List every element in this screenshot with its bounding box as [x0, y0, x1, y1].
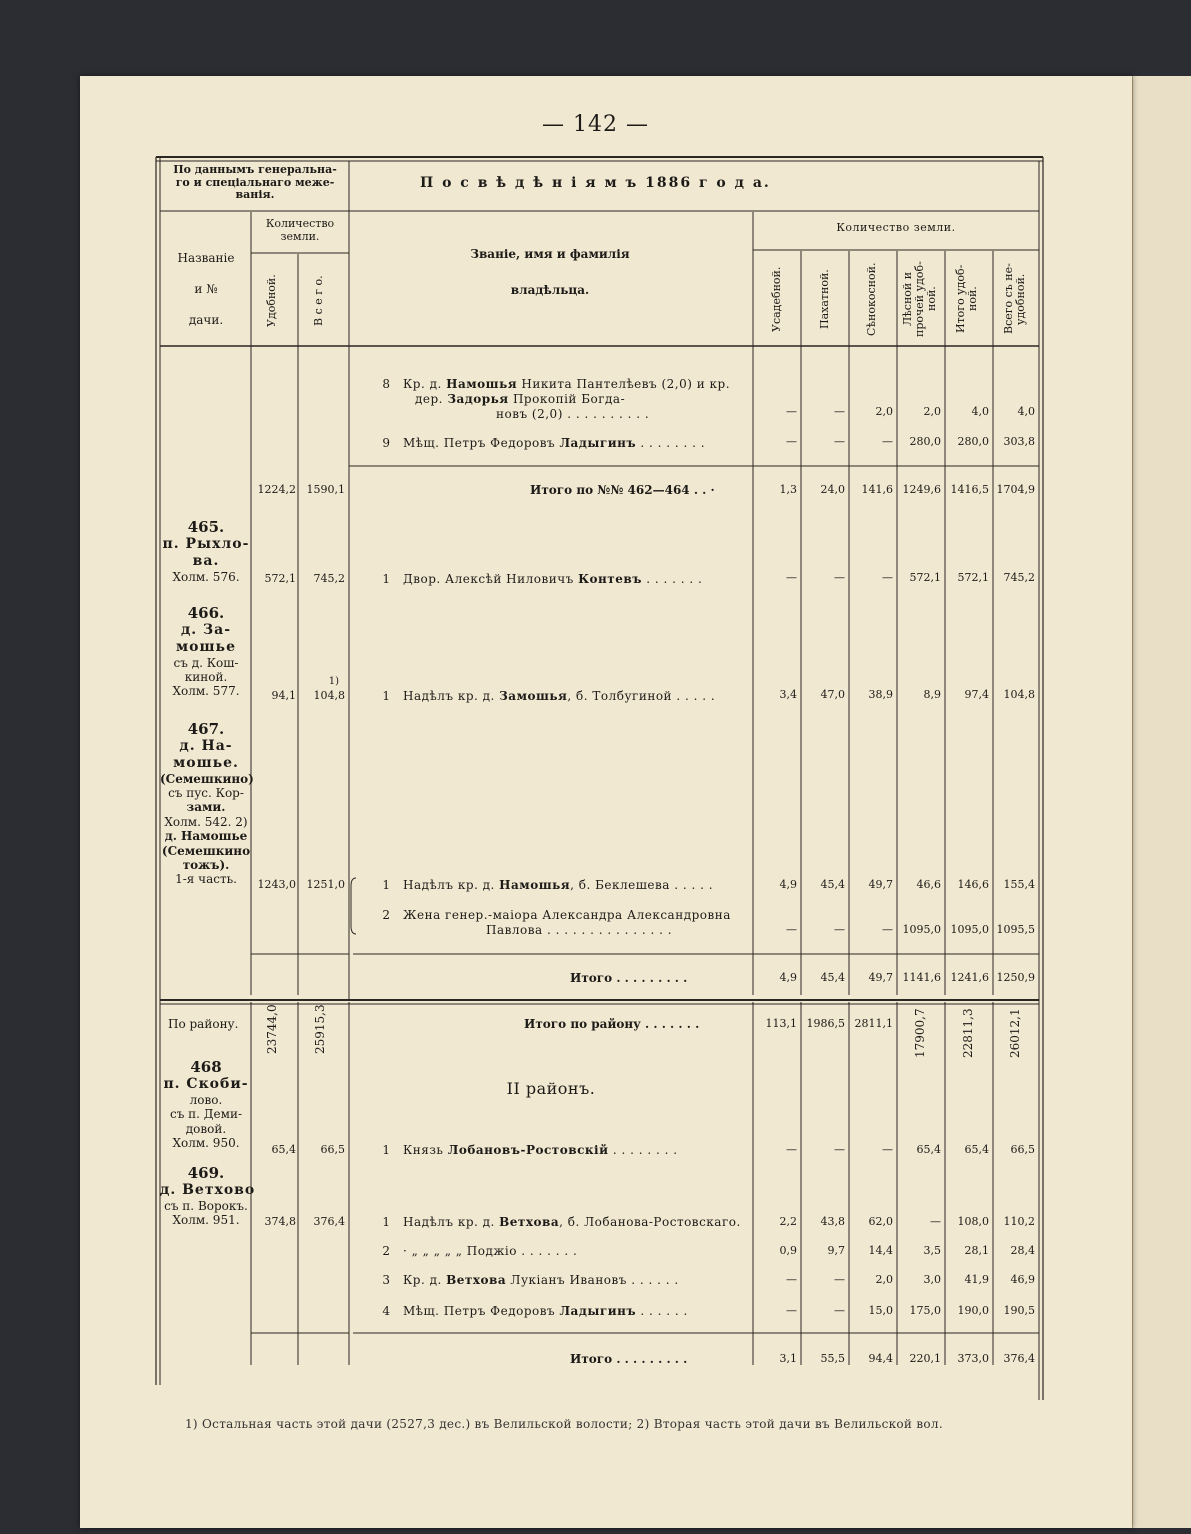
- vsego-value: 745,2: [313, 572, 345, 585]
- pakhatnoy-value: —: [834, 1143, 845, 1156]
- owner-text: . . . . . .: [636, 1304, 688, 1318]
- itogo-udob-value: 41,9: [964, 1273, 989, 1286]
- owner-bold: Замошья: [499, 689, 568, 703]
- usadebnoy-value: —: [786, 1273, 797, 1286]
- dacha-sub: съ пус. Кор-: [168, 785, 244, 800]
- vsego-value: 155,4: [1003, 878, 1035, 891]
- row-owner: новъ (2,0) . . . . . . . . . .: [496, 407, 650, 421]
- dacha-number: 467.: [187, 720, 225, 738]
- usadebnoy-value: —: [786, 571, 797, 584]
- vsego-value: 190,5: [1003, 1304, 1035, 1317]
- udobnoy-value: 1243,0: [257, 878, 296, 891]
- header-general-line: ванія.: [235, 188, 275, 202]
- row-number: 2: [382, 908, 390, 922]
- dacha-holm: Холм. 576.: [172, 569, 240, 584]
- udobnoy-value: 65,4: [271, 1143, 296, 1156]
- row-number: 1: [382, 878, 390, 892]
- header-vsego: В с е г о.: [312, 275, 325, 327]
- header-general-line: По даннымъ генеральна-: [173, 163, 337, 176]
- lesnoy-value: 1249,6: [902, 483, 941, 496]
- dacha-467: [160, 720, 252, 887]
- pakhatnoy-value: —: [834, 1273, 845, 1286]
- senokosnoy-value: 141,6: [861, 483, 893, 496]
- owner-bold: Ладыгинъ: [559, 436, 637, 450]
- pakhatnoy-value: —: [834, 923, 845, 936]
- dacha-sub: зами.: [186, 800, 226, 815]
- pakhatnoy-value: 45,4: [820, 971, 845, 984]
- lesnoy-value: 280,0: [909, 435, 941, 448]
- senokosnoy-value: 62,0: [868, 1215, 893, 1228]
- header-usadebnoy: Усадебной.: [770, 266, 783, 332]
- dacha-sub: 1-я часть.: [175, 872, 237, 887]
- header-kol-zemli-2: Количество земли.: [836, 221, 956, 234]
- senokosnoy-value: 49,7: [868, 878, 893, 891]
- itogo-udob-value: 280,0: [957, 435, 989, 448]
- usadebnoy-value: —: [786, 405, 797, 418]
- owner-bold: Ветхова: [446, 1273, 507, 1287]
- vsego-value: 66,5: [1010, 1143, 1035, 1156]
- senokosnoy-value: —: [882, 923, 893, 936]
- pakhatnoy-value: —: [834, 571, 845, 584]
- dacha-465: [162, 518, 250, 584]
- header-name-col-line: и №: [194, 282, 218, 297]
- dacha-name: д. На-: [179, 738, 233, 754]
- itogo-udob-value: 190,0: [957, 1304, 989, 1317]
- owner-bold: Намошья: [499, 878, 571, 892]
- owner-text: Никита Пантелѣевъ (2,0) и кр.: [517, 377, 731, 391]
- owner-bold: Ладыгинъ: [559, 1304, 637, 1318]
- pakhatnoy-value: —: [834, 1304, 845, 1317]
- lesnoy-value: 65,4: [916, 1143, 941, 1156]
- header-vsego-neud: [1003, 258, 1027, 340]
- owner-bold: Лобановъ-Ростовскій: [447, 1143, 609, 1157]
- lesnoy-value: 572,1: [909, 571, 941, 584]
- dacha-number: 469.: [187, 1164, 225, 1182]
- usadebnoy-value: —: [786, 1143, 797, 1156]
- header-vsego-neud-line: удобной.: [1014, 273, 1028, 325]
- itogo-udob-value: 572,1: [957, 571, 989, 584]
- header-itogo-udob: [955, 258, 979, 340]
- owner-text: Надѣлъ кр. д.: [403, 878, 500, 892]
- owner-text: , б. Лобанова-Ростовскаго.: [559, 1215, 741, 1229]
- row-owner: [403, 573, 702, 587]
- header-lesnoy-line: ной.: [925, 286, 939, 312]
- dacha-sub: (Семешкино): [160, 771, 254, 786]
- footnote: 1) Остальная часть этой дачи (2527,3 дес.) въ Велильской волости; 2) Вторая часть этой дачи въ Велильской вол.: [185, 1417, 943, 1431]
- usadebnoy-value: 3,1: [779, 1352, 797, 1365]
- header-pakhatnoy: Пахатной.: [818, 269, 831, 329]
- owner-text: , б. Толбугиной . . . . .: [567, 689, 716, 703]
- lesnoy-value: 1095,0: [902, 923, 941, 936]
- row-number: 8: [382, 377, 390, 391]
- itogo-udob-value: 97,4: [964, 688, 989, 701]
- owner-text: Князь: [403, 1143, 448, 1157]
- dacha-466: [162, 604, 250, 699]
- vsego-value: 46,9: [1010, 1273, 1035, 1286]
- pakhatnoy-value: —: [834, 405, 845, 418]
- dacha-468: [162, 1058, 250, 1150]
- owner-text: . . . . . . .: [641, 572, 703, 586]
- dacha-sub: киной.: [184, 669, 228, 684]
- header-kol-zemli-line: земли.: [280, 229, 320, 243]
- rayon-label: По району.: [168, 1017, 239, 1031]
- dacha-number: 465.: [187, 518, 225, 536]
- dacha-name: мошье: [176, 638, 236, 655]
- usadebnoy-value: 113,1: [765, 1017, 797, 1030]
- owner-text: Прокопій Богда-: [508, 392, 626, 406]
- itogo-udob-value: 28,1: [964, 1244, 989, 1257]
- header-name-col: [162, 243, 250, 337]
- row-owner: [415, 393, 625, 407]
- header-name-col-line: дачи.: [188, 313, 224, 328]
- vsego-value: 1704,9: [996, 483, 1035, 496]
- dacha-name: д. За-: [180, 622, 232, 638]
- rayon-vsego: 25915,3: [313, 1004, 327, 1054]
- pakhatnoy-value: 47,0: [820, 688, 845, 701]
- header-owner-line: Званіе, имя и фамилія: [470, 247, 630, 261]
- vsego-value: 110,2: [1003, 1215, 1035, 1228]
- senokosnoy-value: —: [882, 1143, 893, 1156]
- dacha-sub: Холм. 542. 2): [164, 814, 248, 829]
- row-number: 1: [382, 572, 390, 586]
- owner-text: Надѣлъ кр. д.: [403, 689, 500, 703]
- usadebnoy-value: 0,9: [779, 1244, 797, 1257]
- itogo-label: Итого по №№ 462—464 . . ·: [530, 483, 715, 497]
- owner-text: , б. Беклешева . . . . .: [570, 878, 714, 892]
- dacha-name: ва.: [192, 552, 220, 569]
- row-number: 4: [382, 1304, 390, 1318]
- usadebnoy-value: 4,9: [779, 878, 797, 891]
- itogo-udob-value: 146,6: [957, 878, 989, 891]
- header-svedeniya: П о с в ѣ д ѣ н і я м ъ 1886 г о д а.: [420, 175, 771, 191]
- dacha-469: [160, 1164, 256, 1228]
- lesnoy-value: 3,0: [923, 1273, 941, 1286]
- owner-text: Кр. д.: [403, 377, 447, 391]
- dacha-name: п. Скоби-: [163, 1076, 249, 1092]
- vsego-value: 66,5: [320, 1143, 345, 1156]
- header-kol-zemli-line: Количество: [265, 217, 335, 230]
- page-number: — 142 —: [542, 112, 649, 137]
- header-vsego-neud-line: Всего съ не-: [1002, 263, 1015, 335]
- vsego-value: 376,4: [1003, 1352, 1035, 1365]
- usadebnoy-value: —: [786, 1304, 797, 1317]
- row-number: 1: [382, 1215, 390, 1229]
- dacha-sub: д. Намошье: [164, 829, 248, 844]
- row-number: 1: [382, 689, 390, 703]
- header-general-line: го и спеціальнаго меже-: [175, 175, 335, 189]
- usadebnoy-value: —: [786, 923, 797, 936]
- itogo-udob-value: 1416,5: [950, 483, 989, 496]
- vsego-value: 4,0: [1017, 405, 1035, 418]
- dacha-sub: съ д. Кош-: [173, 655, 239, 670]
- row-owner: [403, 1274, 679, 1288]
- udobnoy-value: 374,8: [264, 1215, 296, 1228]
- dacha-sub: съ п. Деми-: [169, 1107, 243, 1122]
- owner-text: Мѣщ. Петръ Федоровъ: [403, 1304, 560, 1318]
- vsego-value: 1095,5: [996, 923, 1035, 936]
- header-udobnoy: Удобной.: [265, 274, 278, 328]
- itogo-udob-value: 1241,6: [950, 971, 989, 984]
- dacha-holm: Холм. 951.: [172, 1213, 240, 1228]
- owner-bold: Намошья: [446, 377, 518, 391]
- usadebnoy-value: 4,9: [779, 971, 797, 984]
- owner-text: дер.: [415, 392, 448, 406]
- itogo-udob-value: 22811,3: [961, 1008, 975, 1058]
- lesnoy-value: 1141,6: [902, 971, 941, 984]
- row-owner: Жена генер.-маіора Александра Александровна: [403, 908, 731, 922]
- pakhatnoy-value: 55,5: [820, 1352, 845, 1365]
- row-owner: [403, 690, 715, 704]
- lesnoy-value: 46,6: [916, 878, 941, 891]
- dacha-sub: съ п. Ворокъ.: [164, 1198, 248, 1213]
- row-owner: [403, 1144, 678, 1158]
- vsego-value: 745,2: [1003, 571, 1035, 584]
- itogo-udob-value: 4,0: [971, 405, 989, 418]
- udobnoy-value: 1224,2: [257, 483, 296, 496]
- pakhatnoy-value: 45,4: [820, 878, 845, 891]
- footnote-mark: 1): [328, 676, 339, 687]
- lesnoy-value: 3,5: [923, 1244, 941, 1257]
- senokosnoy-value: 2811,1: [854, 1017, 893, 1030]
- header-lesnoy-line: Лѣсной и: [901, 271, 914, 327]
- lesnoy-value: 2,0: [923, 405, 941, 418]
- dacha-sub: (Семешкино: [161, 843, 251, 858]
- senokosnoy-value: —: [882, 571, 893, 584]
- header-senokosnoy: Сѣнокосной.: [865, 262, 878, 336]
- itogo-udob-value: 108,0: [957, 1215, 989, 1228]
- row-owner: [403, 1305, 688, 1319]
- dacha-name: п. Рыхло-: [162, 536, 250, 552]
- itogo-label: Итого . . . . . . . . .: [570, 971, 688, 985]
- header-general: [162, 164, 348, 202]
- lesnoy-value: 8,9: [923, 688, 941, 701]
- lesnoy-value: 220,1: [909, 1352, 941, 1365]
- udobnoy-value: 572,1: [264, 572, 296, 585]
- vsego-value: 28,4: [1010, 1244, 1035, 1257]
- dacha-number: 466.: [187, 604, 225, 622]
- itogo-udob-value: 65,4: [964, 1143, 989, 1156]
- row-number: 1: [382, 1143, 390, 1157]
- rayon2-title: II районъ.: [506, 1079, 596, 1098]
- vsego-value: 303,8: [1003, 435, 1035, 448]
- dacha-sub: тожъ).: [182, 857, 230, 872]
- owner-text: . . . . . . . .: [636, 436, 706, 450]
- owner-text: . . . . . . . .: [608, 1143, 678, 1157]
- header-itogo-udob-line: ной.: [966, 286, 980, 312]
- senokosnoy-value: —: [882, 435, 893, 448]
- owner-text: Мѣщ. Петръ Федоровъ: [403, 436, 560, 450]
- row-owner: [403, 437, 705, 451]
- owner-text: Лукіанъ Ивановъ . . . . . .: [506, 1273, 679, 1287]
- dacha-name: лово.: [189, 1092, 223, 1107]
- itogo-label: Итого . . . . . . . . .: [570, 1352, 688, 1366]
- vsego-value: 1251,0: [306, 878, 345, 891]
- senokosnoy-value: 38,9: [868, 688, 893, 701]
- row-owner: [403, 1216, 741, 1230]
- senokosnoy-value: 14,4: [868, 1244, 893, 1257]
- senokosnoy-value: 15,0: [868, 1304, 893, 1317]
- dacha-holm: Холм. 950.: [172, 1135, 240, 1150]
- dacha-holm: Холм. 577.: [172, 684, 240, 699]
- lesnoy-value: 17900,7: [913, 1008, 927, 1058]
- rayon-udob: 23744,0: [265, 1004, 279, 1054]
- header-owner: [400, 248, 700, 298]
- header-owner-line: владѣльца.: [510, 282, 590, 297]
- owner-text: Кр. д.: [403, 1273, 447, 1287]
- header-kol-zemli: [252, 218, 348, 243]
- row-number: 2: [382, 1244, 390, 1258]
- dacha-name: мошье.: [173, 754, 239, 771]
- row-number: 3: [382, 1273, 390, 1287]
- dacha-number: 468: [190, 1058, 222, 1076]
- header-name-col-line: Названіе: [177, 251, 235, 265]
- pakhatnoy-value: 9,7: [827, 1244, 845, 1257]
- itogo-label: Итого по району . . . . . . .: [524, 1017, 700, 1031]
- pakhatnoy-value: 1986,5: [806, 1017, 845, 1030]
- senokosnoy-value: 2,0: [875, 1273, 893, 1286]
- row-owner: [403, 879, 713, 893]
- header-itogo-udob-line: Итого удоб-: [954, 264, 967, 334]
- udobnoy-value: 94,1: [271, 689, 296, 702]
- owner-text: Двор. Алексѣй Ниловичъ: [403, 572, 579, 586]
- usadebnoy-value: 3,4: [779, 688, 797, 701]
- owner-bold: Задорья: [447, 392, 509, 406]
- pakhatnoy-value: 24,0: [820, 483, 845, 496]
- vsego-value: 1250,9: [996, 971, 1035, 984]
- header-lesnoy-line: прочей удоб-: [913, 261, 927, 337]
- row-owner: Павлова . . . . . . . . . . . . . . .: [486, 923, 673, 937]
- usadebnoy-value: 1,3: [779, 483, 797, 496]
- vsego-value: 1590,1: [306, 483, 345, 496]
- usadebnoy-value: 2,2: [779, 1215, 797, 1228]
- usadebnoy-value: —: [786, 435, 797, 448]
- pakhatnoy-value: 43,8: [820, 1215, 845, 1228]
- row-owner: · „ „ „ „ „ Поджіо . . . . . . .: [403, 1244, 578, 1258]
- itogo-udob-value: 1095,0: [950, 923, 989, 936]
- header-lesnoy: [902, 258, 938, 340]
- vsego-value: 26012,1: [1008, 1008, 1022, 1058]
- senokosnoy-value: 94,4: [868, 1352, 893, 1365]
- row-number: 9: [382, 436, 390, 450]
- vsego-value: 104,8: [1003, 688, 1035, 701]
- vsego-value: 104,8: [313, 689, 345, 702]
- itogo-udob-value: 373,0: [957, 1352, 989, 1365]
- dacha-sub: довой.: [185, 1121, 227, 1136]
- owner-bold: Контевъ: [578, 572, 642, 586]
- lesnoy-value: 175,0: [909, 1304, 941, 1317]
- row-owner: [403, 378, 730, 392]
- lesnoy-value: —: [930, 1215, 941, 1228]
- owner-text: Надѣлъ кр. д.: [403, 1215, 500, 1229]
- senokosnoy-value: 49,7: [868, 971, 893, 984]
- pakhatnoy-value: —: [834, 435, 845, 448]
- vsego-value: 376,4: [313, 1215, 345, 1228]
- senokosnoy-value: 2,0: [875, 405, 893, 418]
- owner-bold: Ветхова: [499, 1215, 560, 1229]
- dacha-name: д. Ветхово: [160, 1182, 256, 1198]
